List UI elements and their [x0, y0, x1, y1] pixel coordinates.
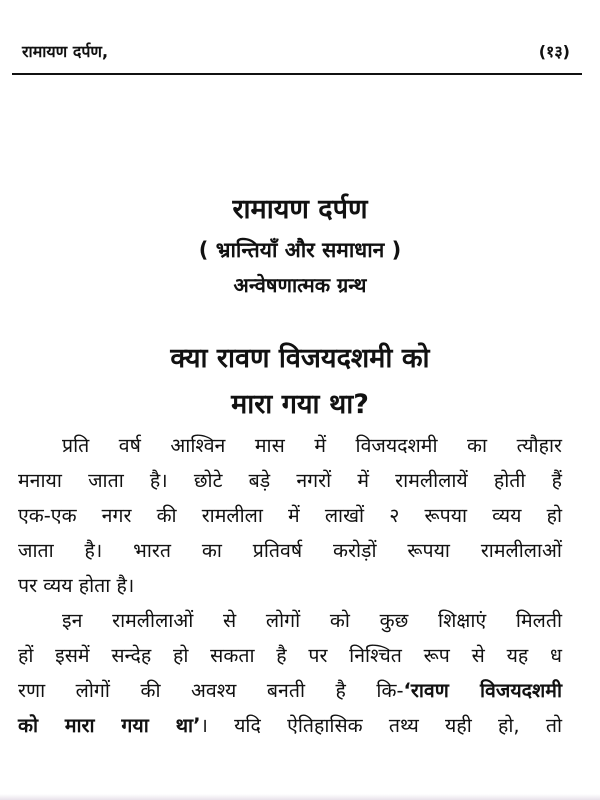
page-number: (१३) — [538, 42, 570, 61]
text-fragment: । यदि ऐतिहासिक तथ्य यही हो, तो — [200, 714, 563, 737]
page-edge — [0, 794, 600, 800]
text-line — [18, 708, 562, 743]
question-line-2: मारा गया था? — [231, 389, 369, 420]
text-line: मनाया जाता है। छोटे बड़े नगरों में रामलीलायें होती हैं — [18, 469, 562, 492]
text-line: इन रामलीलाओं से लोगों को कुछ शिक्षाएं मिलती — [62, 609, 562, 632]
paragraph-2 — [18, 603, 562, 743]
paragraph-1 — [18, 428, 562, 603]
body-text — [18, 428, 562, 743]
quoted-claim-end: को मारा गया था’ — [18, 714, 201, 737]
text-fragment: रणा लोगों की अवश्य बनती है कि- — [18, 679, 404, 702]
title-block — [0, 188, 600, 302]
quoted-claim: ‘रावण विजयदशमी — [403, 679, 562, 702]
running-head — [22, 40, 570, 62]
book-genre: अन्वेषणात्मक ग्रन्थ — [233, 273, 367, 297]
text-line — [18, 673, 562, 708]
question-line-1: क्या रावण विजयदशमी को — [170, 343, 430, 374]
text-line: एक-एक नगर की रामलीला में लाखों २ रूपया व्यय हो — [18, 504, 562, 527]
text-line: पर व्यय होता है। — [18, 574, 135, 597]
book-subtitle: ( भ्रान्तियाँ और समाधान ) — [198, 238, 402, 262]
header-rule — [12, 73, 582, 75]
chapter-question — [0, 336, 600, 428]
text-line: हों इसमें सन्देह हो सकता है पर निश्चित रूप से यह ध — [18, 644, 562, 667]
book-title: रामायण दर्पण — [232, 194, 368, 225]
text-line: प्रति वर्ष आश्विन मास में विजयदशमी का त्यौहार — [62, 434, 562, 457]
running-head-title: रामायण दर्पण, — [22, 42, 109, 61]
text-line: जाता है। भारत का प्रतिवर्ष करोड़ों रूपया रामलीलाओं — [18, 539, 562, 562]
